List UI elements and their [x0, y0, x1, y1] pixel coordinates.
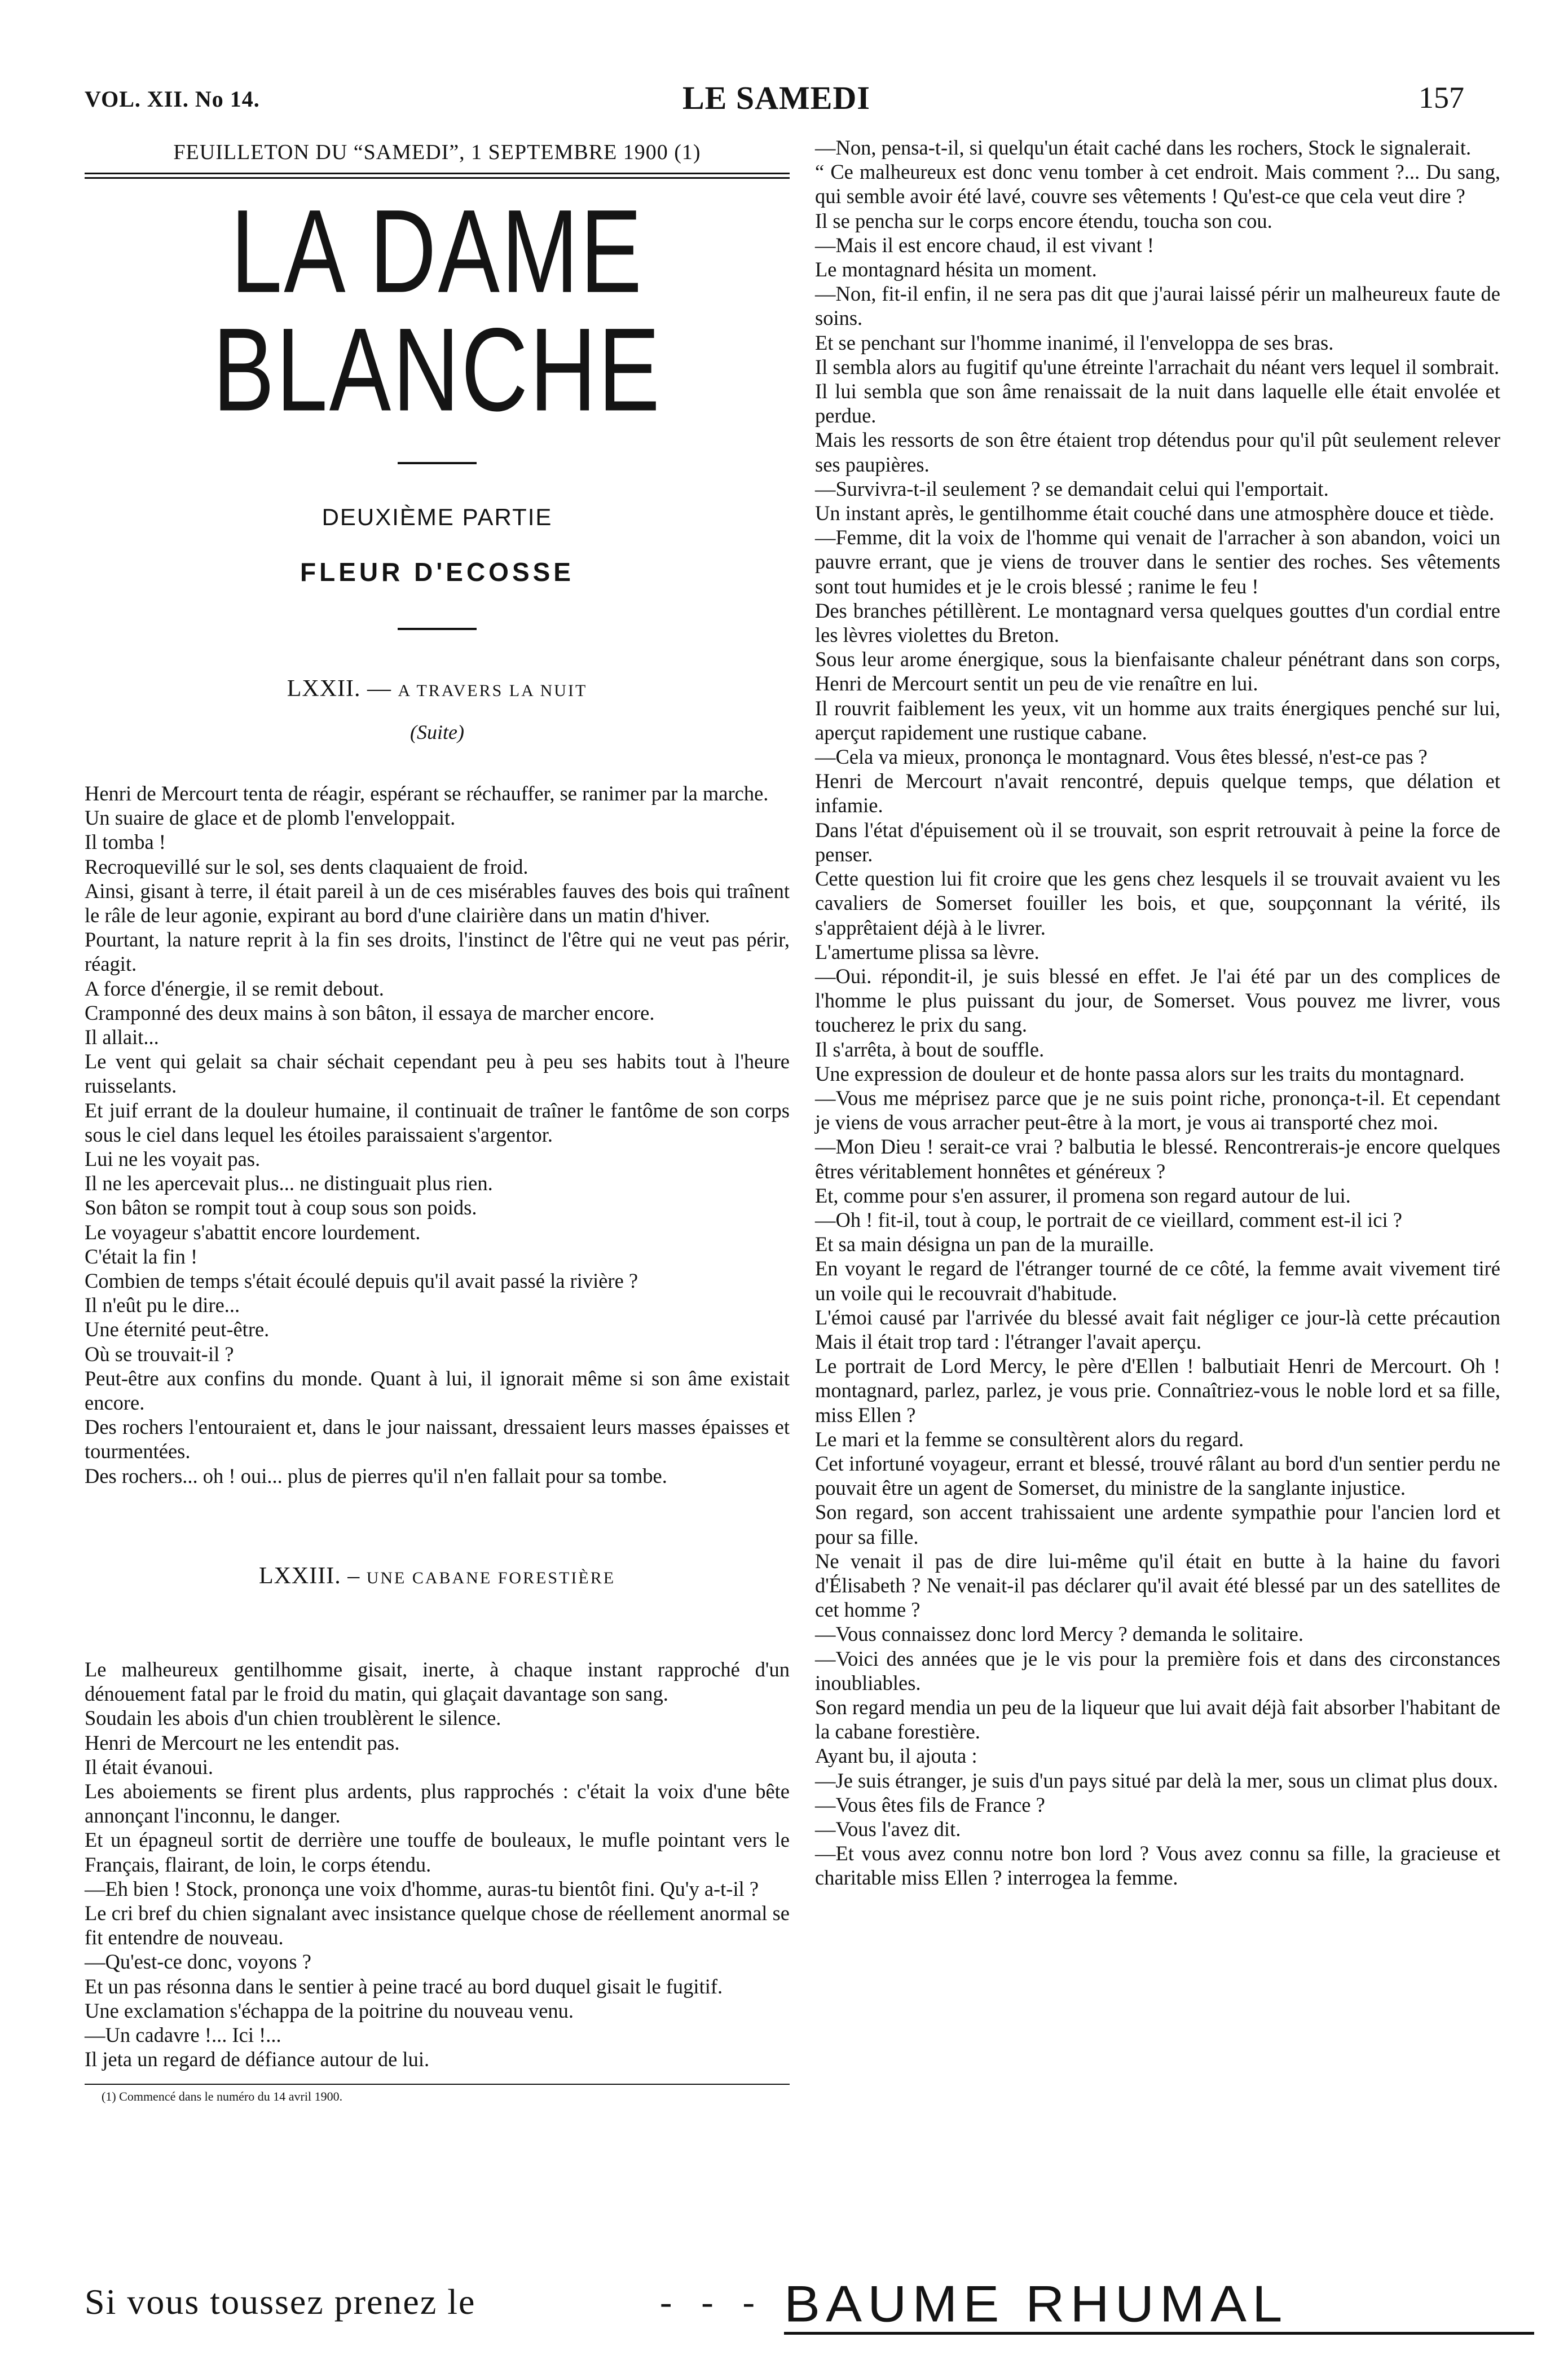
paragraph: —Vous êtes fils de France ?	[815, 1793, 1045, 1816]
paragraph: Et un pas résonna dans le sentier à peine tracé au bord duquel gisait le fugitif.	[85, 1974, 723, 1998]
paragraph: Et un épagneul sortit de derrière une touffe de bouleaux, le mufle pointant vers le Français, flairant, de loin, le corps étendu.	[85, 1828, 790, 1876]
paragraph: —Mon Dieu ! serait-ce vrai ? balbutia le blessé. Rencontrerais-je encore quelques êtres véritablement honnêtes et généreux ?	[815, 1135, 1500, 1183]
paragraph: Des rochers... oh ! oui... plus de pierres qu'il n'en fallait pour sa tombe.	[85, 1464, 667, 1487]
paragraph: Son bâton se rompit tout à coup sous son poids.	[85, 1196, 477, 1220]
paragraph: C'était la fin !	[85, 1244, 198, 1268]
paragraph: Et se penchant sur l'homme inanimé, il l'enveloppa de ses bras.	[815, 331, 1334, 354]
paragraph: A force d'énergie, il se remit debout.	[85, 976, 384, 1000]
divider	[398, 462, 477, 464]
paragraph: Le portrait de Lord Mercy, le père d'Ellen ! balbutiait Henri de Mercourt. Oh ! montagnard, parlez, parlez, je vous prie. Connaîtriez-vous le noble lord et sa fille, miss Ellen ?	[815, 1354, 1500, 1427]
paragraph: Un instant après, le gentilhomme était couché dans une atmosphère douce et tiède.	[815, 501, 1495, 525]
volume-number: VOL. XII. No 14.	[85, 86, 260, 112]
footnote: (1) Commencé dans le numéro du 14 avril 1900.	[102, 2089, 343, 2104]
paragraph: L'amertume plissa sa lèvre.	[815, 940, 1040, 963]
paragraph: Soudain les abois d'un chien troublèrent le silence.	[85, 1706, 501, 1730]
paragraph: —Vous connaissez donc lord Mercy ? demanda le solitaire.	[815, 1622, 1303, 1646]
chapter-73-continued-text	[815, 135, 1500, 1890]
paragraph: —Femme, dit la voix de l'homme qui venait de l'arracher à son abandon, voici un pauvre errant, que je viens de trouver dans le sentier des roches. Ses vêtements sont tout humides et je le crois blessé ; ranime le feu !	[815, 526, 1500, 598]
paragraph: Une expression de douleur et de honte passa alors sur les traits du montagnard.	[815, 1062, 1465, 1085]
paragraph: Henri de Mercourt n'avait rencontré, depuis quelque temps, que délation et infamie.	[815, 769, 1500, 817]
paragraph: Le malheureux gentilhomme gisait, inerte, à chaque instant rapproché d'un dénouement fatal par le froid du matin, qui glaçait davantage son sang.	[85, 1657, 790, 1706]
paragraph: Le voyageur s'abattit encore lourdement.	[85, 1220, 421, 1244]
chapter-number: LXXIII. –	[258, 1562, 360, 1589]
paragraph: —Non, fit-il enfin, il ne sera pas dit que j'aurai laissé périr un malheureux faute de soins.	[815, 282, 1500, 330]
paragraph: Il allait...	[85, 1025, 159, 1049]
paragraph: Il tomba !	[85, 830, 166, 854]
page-number: 157	[1419, 81, 1464, 115]
right-column	[815, 135, 1500, 1890]
newspaper-title: LE SAMEDI	[682, 80, 870, 116]
chapter-title: A TRAVERS LA NUIT	[398, 681, 588, 700]
paragraph: Mais les ressorts de son être étaient trop détendus pour qu'il pût seulement relever ses paupières.	[815, 428, 1500, 476]
paragraph: Des rochers l'entouraient et, dans le jour naissant, dressaient leurs masses épaisses et tourmentées.	[85, 1415, 790, 1463]
paragraph: Le vent qui gelait sa chair séchait cependant peu à peu ses habits tout à l'heure ruisselants.	[85, 1050, 790, 1098]
paragraph: Il jeta un regard de défiance autour de lui.	[85, 2048, 430, 2071]
chapter-heading-73	[85, 1562, 790, 1590]
paragraph: Il ne les apercevait plus... ne distinguait plus rien.	[85, 1172, 493, 1195]
paragraph: Il sembla alors au fugitif qu'une étreinte l'arrachait du néant vers lequel il sombrait.	[815, 355, 1500, 378]
ad-underline	[784, 2332, 1534, 2335]
paragraph: Dans l'état d'épuisement où il se trouvait, son esprit retrouvait à peine la force de penser.	[815, 818, 1500, 866]
paragraph: —Mais il est encore chaud, il est vivant !	[815, 233, 1155, 257]
paragraph: —Et vous avez connu notre bon lord ? Vous avez connu sa fille, la gracieuse et charitable miss Ellen ? interrogea la femme.	[815, 1842, 1500, 1890]
paragraph: Une exclamation s'échappa de la poitrine du nouveau venu.	[85, 1999, 574, 2022]
paragraph: Il lui sembla que son âme renaissait de la nuit dans laquelle elle était envolée et perdue.	[815, 380, 1500, 428]
paragraph: Un suaire de glace et de plomb l'enveloppait.	[85, 806, 456, 830]
story-title: LA DAME BLANCHE	[213, 185, 662, 436]
part-subtitle: FLEUR D'ECOSSE	[300, 557, 574, 587]
paragraph: L'émoi causé par l'arrivée du blessé avait fait négliger ce jour-là cette précaution Mais il était trop tard : l'étranger l'avait aperçu.	[815, 1305, 1500, 1353]
chapter-heading-72	[85, 675, 790, 702]
paragraph: Combien de temps s'était écoulé depuis qu'il avait passé la rivière ?	[85, 1269, 638, 1293]
paragraph: Ayant bu, il ajouta :	[815, 1744, 977, 1768]
paragraph: Cette question lui fit croire que les gens chez lesquels il se trouvait avaient vu les cavaliers de Somerset fouiller les bois, et que, soupçonnant la vérité, ils s'apprêtaient déjà à le livrer.	[815, 867, 1500, 939]
paragraph: Il n'eût pu le dire...	[85, 1293, 240, 1317]
paragraph: —Non, pensa-t-il, si quelqu'un était caché dans les rochers, Stock le signalerait.	[815, 136, 1472, 159]
paragraph: —Vous me méprisez parce que je ne suis point riche, prononça-t-il. Et cependant je viens de vous arracher peut-être à la mort, je vous ai transporté chez moi.	[815, 1086, 1500, 1134]
paragraph: Les aboiements se firent plus ardents, plus rapprochés : c'était la voix d'une bête annonçant l'inconnu, le danger.	[85, 1779, 790, 1828]
ad-product-name: BAUME RHUMAL	[784, 2275, 1288, 2333]
paragraph: Il était évanoui.	[85, 1755, 214, 1779]
paragraph: Et sa main désigna un pan de la muraille.	[815, 1232, 1155, 1256]
paragraph: —Vous l'avez dit.	[815, 1817, 961, 1841]
paragraph: Recroquevillé sur le sol, ses dents claquaient de froid.	[85, 855, 528, 878]
suite-label: (Suite)	[410, 721, 464, 743]
chapter-73-text	[85, 1657, 790, 2071]
ad-dashes: - - -	[660, 2282, 765, 2322]
paragraph: —Cela va mieux, prononça le montagnard. Vous êtes blessé, n'est-ce pas ?	[815, 745, 1428, 769]
paragraph: —Qu'est-ce donc, voyons ?	[85, 1950, 311, 1974]
double-rule	[85, 173, 790, 179]
paragraph: Et, comme pour s'en assurer, il promena son regard autour de lui.	[815, 1183, 1351, 1207]
paragraph: Henri de Mercourt ne les entendit pas.	[85, 1731, 400, 1754]
paragraph: Ne venait il pas de dire lui-même qu'il était en butte à la haine du favori d'Élisabeth ? Ne venait-il pas déclarer qu'il avait été blessé par un des satellites de cet homme ?	[815, 1549, 1500, 1622]
paragraph: Son regard, son accent trahissaient une ardente sympathie pour l'ancien lord et pour sa fille.	[815, 1500, 1500, 1548]
advertisement	[85, 2273, 1506, 2335]
paragraph: Peut-être aux confins du monde. Quant à lui, il ignorait même si son âme existait encore.	[85, 1366, 790, 1415]
paragraph: Où se trouvait-il ?	[85, 1342, 234, 1366]
paragraph: Ainsi, gisant à terre, il était pareil à un de ces misérables fauves des bois qui traînent le râle de leur agonie, expirant au bord d'une clairière dans un matin d'hiver.	[85, 879, 790, 927]
paragraph: Lui ne les voyait pas.	[85, 1147, 261, 1171]
paragraph: Il s'arrêta, à bout de souffle.	[815, 1037, 1045, 1061]
paragraph: Des branches pétillèrent. Le montagnard versa quelques gouttes d'un cordial entre les lèvres violettes du Breton.	[815, 598, 1500, 647]
ad-text: Si vous toussez prenez le	[85, 2282, 476, 2322]
paragraph: Henri de Mercourt tenta de réagir, espérant se réchauffer, se ranimer par la marche.	[85, 782, 769, 805]
paragraph: —Survivra-t-il seulement ? se demandait celui qui l'emportait.	[815, 477, 1329, 500]
footnote-rule	[85, 2084, 790, 2085]
paragraph: Cramponné des deux mains à son bâton, il essaya de marcher encore.	[85, 1001, 655, 1024]
paragraph: “ Ce malheureux est donc venu tomber à cet endroit. Mais comment ?... Du sang, qui semble avoir été lavé, couvre ses vêtements ! Qu'est-ce que cela veut dire ?	[815, 160, 1500, 208]
paragraph: —Eh bien ! Stock, prononça une voix d'homme, auras-tu bientôt fini. Qu'y a-t-il ?	[85, 1877, 759, 1900]
feuilleton-line: FEUILLETON DU “SAMEDI”, 1 SEPTEMBRE 1900 (1)	[173, 140, 701, 164]
paragraph: Sous leur arome énergique, sous la bienfaisante chaleur pénétrant dans son corps, Henri de Mercourt sentit un peu de vie renaître en lui.	[815, 648, 1500, 696]
paragraph: Il se pencha sur le corps encore étendu, toucha son cou.	[815, 209, 1272, 232]
paragraph: Cet infortuné voyageur, errant et blessé, trouvé râlant au bord d'un sentier perdu ne pouvait être un agent de Somerset, du ministre de la sanglante injustice.	[815, 1451, 1500, 1500]
paragraph: —Un cadavre !... Ici !...	[85, 2023, 281, 2046]
paragraph: Il rouvrit faiblement les yeux, vit un homme aux traits énergiques penché sur lui, aperçut rapidement une rustique cabane.	[815, 696, 1500, 744]
page-header	[0, 79, 1568, 118]
paragraph: Le cri bref du chien signalant avec insistance quelque chose de réellement anormal se fit entendre de nouveau.	[85, 1901, 790, 1949]
paragraph: —Oui. répondit-il, je suis blessé en effet. Je l'ai été par un des complices de l'homme le plus puissant du jour, de Somerset. Vous pouvez me livrer, vous toucherez le prix du sang.	[815, 964, 1500, 1037]
paragraph: Le montagnard hésita un moment.	[815, 258, 1097, 281]
part-heading: DEUXIÈME PARTIE	[321, 504, 553, 530]
paragraph: Et juif errant de la douleur humaine, il continuait de traîner le fantôme de son corps sous le ciel dans lequel les étoiles paraissaient s'argentor.	[85, 1098, 790, 1146]
paragraph: Une éternité peut-être.	[85, 1318, 270, 1341]
chapter-title: UNE CABANE FORESTIÈRE	[366, 1568, 616, 1587]
left-column	[85, 135, 790, 2104]
divider	[398, 628, 477, 630]
paragraph: —Je suis étranger, je suis d'un pays situé par delà la mer, sous un climat plus doux.	[815, 1768, 1498, 1792]
paragraph: Son regard mendia un peu de la liqueur que lui avait déjà fait absorber l'habitant de la cabane forestière.	[815, 1696, 1500, 1744]
paragraph: Pourtant, la nature reprit à la fin ses droits, l'instinct de l'être qui ne veut pas périr, réagit.	[85, 928, 790, 976]
paragraph: —Oh ! fit-il, tout à coup, le portrait de ce vieillard, comment est-il ici ?	[815, 1208, 1402, 1231]
chapter-72-text	[85, 781, 790, 1488]
paragraph: En voyant le regard de l'étranger tourné de ce côté, la femme avait vivement tiré un voile qui le recouvrait d'habitude.	[815, 1257, 1500, 1305]
paragraph: Le mari et la femme se consultèrent alors du regard.	[815, 1427, 1244, 1451]
paragraph: —Voici des années que je le vis pour la première fois et dans des circonstances inoubliables.	[815, 1647, 1500, 1694]
chapter-number: LXXII. —	[287, 676, 392, 702]
